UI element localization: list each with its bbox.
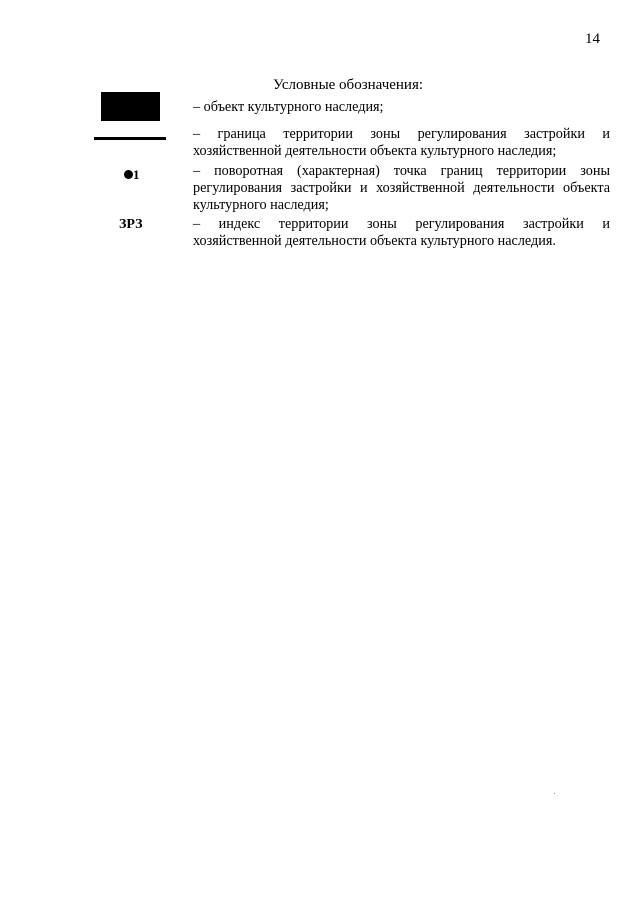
boundary-line-icon [94, 137, 166, 140]
legend-item-text: – объект культурного наследия; [193, 99, 384, 115]
legend-item-text: – граница территории зоны регулирования застройки и хозяйственной деятельности объекта культурного наследия; [193, 126, 610, 159]
filled-rectangle-icon [101, 92, 160, 121]
legend-item-text: – поворотная (характерная) точка границ территории зоны регулирования застройки и хозяйственной деятельности объекта культурного наследия; [193, 163, 610, 213]
zone-index-label: ЗРЗ [119, 217, 143, 232]
legend-item-text: – индекс территории зоны регулирования застройки и хозяйственной деятельности объекта культурного наследия. [193, 216, 610, 249]
turning-point-marker [124, 166, 154, 184]
legend-title: Условные обозначения: [273, 77, 424, 93]
point-number: 1 [133, 167, 140, 182]
page-number: 14 [585, 31, 600, 47]
point-dot-icon [124, 170, 133, 179]
scan-speck [554, 793, 555, 794]
